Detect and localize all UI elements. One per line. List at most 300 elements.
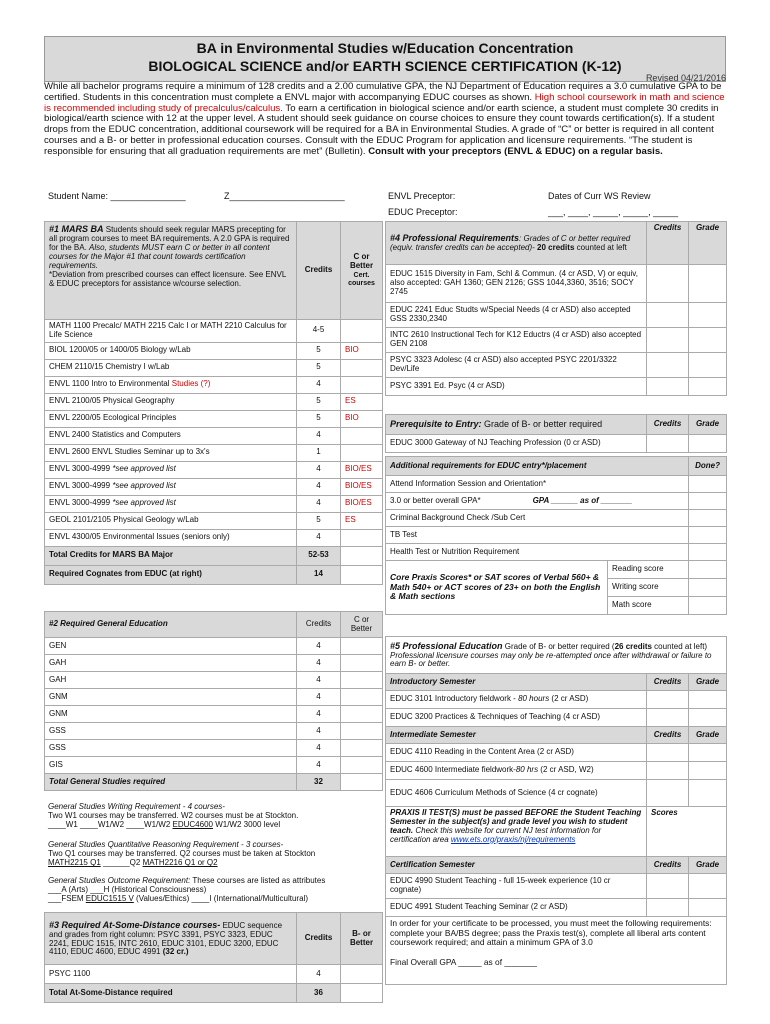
mars-cert-cell[interactable] bbox=[341, 359, 383, 376]
prereq-row bbox=[386, 435, 727, 453]
praxis2-scores[interactable]: Scores bbox=[647, 807, 727, 857]
grade-cell[interactable] bbox=[689, 709, 727, 727]
credits-cell[interactable] bbox=[647, 762, 689, 780]
course-educ4990: EDUC 4990 Student Teaching - full 15-week experience (10 cr cognate) bbox=[386, 874, 647, 899]
grade-cell[interactable] bbox=[689, 874, 727, 899]
writing-educ-course: EDUC4600 bbox=[172, 820, 213, 830]
intro-red-text: High school coursework in math and science is recommended including study of precalculus/calculus. bbox=[44, 91, 725, 114]
prof-course-row bbox=[386, 378, 727, 396]
course-note: *see approved list bbox=[112, 498, 176, 508]
prereq-col-grade: Grade bbox=[689, 415, 727, 435]
mars-course-row bbox=[45, 410, 383, 427]
gen-total-value: 32 bbox=[297, 774, 341, 791]
course-row bbox=[386, 691, 727, 709]
course-educ4600 bbox=[386, 762, 647, 780]
final-gpa[interactable]: Final Overall GPA _____ as of _______ bbox=[390, 956, 537, 967]
mars-ba-table bbox=[44, 221, 383, 585]
educ-preceptor-label: EDUC Preceptor: bbox=[388, 207, 458, 217]
intro-sem-title: Introductory Semester bbox=[386, 674, 647, 691]
gen-grade-cell[interactable] bbox=[341, 689, 383, 706]
course-name: MATH 1100 Precalc/ MATH 2215 Calc I or MATH 2210 Calculus for Life Science bbox=[49, 321, 287, 339]
mars-credits: 5 bbox=[297, 512, 341, 529]
praxis2-row bbox=[386, 807, 727, 857]
mars-course bbox=[45, 342, 297, 359]
asd-course: PSYC 1100 bbox=[45, 965, 297, 984]
final-note: In order for your certificate to be processed, you must meet the following requirements: complete your BA/BS degree; pass the Praxis test(s), complete all liberal arts content coursework required; and attain a minimum GPA of 3.0 bbox=[390, 918, 712, 948]
credits-cell[interactable] bbox=[647, 874, 689, 899]
course-credits: (2 cr ASD) bbox=[549, 694, 589, 704]
course-hours: 80 hrs bbox=[515, 765, 539, 775]
prof-credits-cell[interactable] bbox=[647, 353, 689, 378]
outcome-educ-course: EDUC1515 V bbox=[85, 894, 134, 904]
gen-credits: 4 bbox=[297, 689, 341, 706]
asd-row bbox=[45, 965, 383, 984]
mars-course bbox=[45, 410, 297, 427]
writing-blanks[interactable]: ____W1 ____W1/W2 ____W1/W2 bbox=[48, 820, 173, 830]
prereq-grade-cell[interactable] bbox=[689, 435, 727, 453]
prof-course-row bbox=[386, 328, 727, 353]
prof-grade-cell[interactable] bbox=[689, 378, 727, 396]
gen-course-row bbox=[45, 672, 383, 689]
dates-review-label: Dates of Curr WS Review bbox=[548, 191, 651, 201]
course-name: ENVL 2400 Statistics and Computers bbox=[49, 430, 181, 440]
mars-cert-cell[interactable]: BIO/ES bbox=[341, 461, 383, 478]
prof-col-grade: Grade bbox=[689, 222, 727, 265]
prof-credits-cell[interactable] bbox=[647, 303, 689, 328]
grade-cell[interactable] bbox=[689, 899, 727, 917]
prof-title-end: counted at left bbox=[574, 243, 627, 252]
math-done-cell[interactable] bbox=[689, 597, 727, 615]
mars-header-row bbox=[45, 222, 383, 320]
mars-desc: Students should seek regular MARS precepting for all program courses to meet BA requirements. A 2.0 GPA is required for the BA. bbox=[49, 225, 290, 252]
mars-desc-italic: Also, students MUST earn C or better in all content courses for the Major #1 that count towards certification requirements. bbox=[49, 242, 270, 270]
mars-credits: 5 bbox=[297, 342, 341, 359]
additional-item: Health Test or Nutrition Requirement bbox=[386, 544, 689, 561]
inter-col-grade: Grade bbox=[689, 727, 727, 744]
quant-body: Two Q1 courses may be transferred. Q2 courses must be taken at Stockton bbox=[48, 849, 316, 859]
mars-course bbox=[45, 512, 297, 529]
prof-course: PSYC 3323 Adolesc (4 cr ASD) also accepted PSYC 2201/3322 Dev/Life bbox=[386, 353, 647, 378]
gpa-req-label: 3.0 or better overall GPA* bbox=[390, 495, 481, 505]
writing-score[interactable]: Writing score bbox=[608, 579, 689, 597]
mars-course bbox=[45, 393, 297, 410]
mars-total-label: Total Credits for MARS BA Major bbox=[45, 546, 297, 565]
final-note-cell bbox=[386, 917, 727, 985]
course-educ3200: EDUC 3200 Practices & Techniques of Teaching (4 cr ASD) bbox=[386, 709, 647, 727]
intro-sem-header bbox=[386, 674, 727, 691]
additional-item: Attend Information Session and Orientation* bbox=[386, 476, 689, 493]
additional-item bbox=[386, 493, 689, 510]
mars-cert-cell[interactable]: BIO bbox=[341, 410, 383, 427]
prof5-title-bold: 26 credits bbox=[614, 641, 652, 651]
prereq-title-rest: Grade of B- or better required bbox=[481, 419, 603, 430]
prereq-header-row bbox=[386, 415, 727, 435]
mars-course-row bbox=[45, 495, 383, 512]
page-title: BA in Environmental Studies w/Education Concentration bbox=[196, 40, 574, 56]
praxis2-body: Check this website for current NJ test information for certification area bbox=[390, 825, 602, 844]
intro-bold-text: Consult with your preceptors (ENVL & EDUC) on a regular basis. bbox=[368, 145, 663, 157]
credits-cell[interactable] bbox=[647, 780, 689, 807]
intro-col-credits: Credits bbox=[647, 674, 689, 691]
mars-credits: 4 bbox=[297, 376, 341, 393]
gen-course-row bbox=[45, 638, 383, 655]
asd-col-credits: Credits bbox=[297, 913, 341, 965]
additional-title: Additional requirements for EDUC entry*/placement bbox=[386, 457, 689, 476]
gen-course: GNM bbox=[45, 689, 297, 706]
course-row bbox=[386, 874, 727, 899]
prof-course-row bbox=[386, 265, 727, 303]
mars-credits: 4-5 bbox=[297, 320, 341, 343]
course-educ4991: EDUC 4991 Student Teaching Seminar (2 cr ASD) bbox=[386, 899, 647, 917]
prof-credits-cell[interactable] bbox=[647, 378, 689, 396]
prof-title-rest: : Grades of C or better required (equiv. transfer credits can be accepted)- bbox=[390, 234, 631, 252]
prof-title: #4 Professional Requirements bbox=[390, 233, 520, 244]
course-name: BIOL 1200/05 or 1400/05 Biology w/Lab bbox=[49, 345, 191, 355]
asd-total-blank bbox=[341, 984, 383, 1003]
outcome-requirement bbox=[48, 876, 382, 904]
gen-col-cbetter: C or Better bbox=[341, 612, 383, 638]
asd-credits: 4 bbox=[297, 965, 341, 984]
prereq-credits-cell[interactable] bbox=[647, 435, 689, 453]
mars-course-row bbox=[45, 427, 383, 444]
prof-description bbox=[386, 222, 647, 265]
done-cell[interactable] bbox=[689, 493, 727, 510]
mars-total-blank bbox=[341, 546, 383, 565]
mars-description bbox=[45, 222, 297, 320]
prereq-table bbox=[385, 414, 727, 453]
prof-grade-cell[interactable] bbox=[689, 303, 727, 328]
mars-credits: 4 bbox=[297, 427, 341, 444]
done-cell[interactable] bbox=[689, 527, 727, 544]
mars-col-cbetter bbox=[341, 222, 383, 320]
mars-course-row bbox=[45, 359, 383, 376]
mars-course-row bbox=[45, 393, 383, 410]
grade-cell[interactable] bbox=[689, 762, 727, 780]
mars-course bbox=[45, 359, 297, 376]
mars-credits: 4 bbox=[297, 529, 341, 546]
mars-course bbox=[45, 427, 297, 444]
grade-cell[interactable] bbox=[689, 691, 727, 709]
outcome-fsem[interactable]: ___FSEM bbox=[48, 894, 86, 904]
revised-date: Revised 04/21/2016 bbox=[645, 73, 726, 83]
course-name: CHEM 2110/15 Chemistry I w/Lab bbox=[49, 362, 170, 372]
gen-title: #2 Required General Education bbox=[45, 612, 297, 638]
gen-course-row bbox=[45, 740, 383, 757]
prof-grade-cell[interactable] bbox=[689, 353, 727, 378]
gen-total-row bbox=[45, 774, 383, 791]
mars-cert-cell[interactable] bbox=[341, 529, 383, 546]
course-name: ENVL 4300/05 Environmental Issues (seniors only) bbox=[49, 532, 230, 542]
credits-cell[interactable] bbox=[647, 709, 689, 727]
mars-cert-cell[interactable]: ES bbox=[341, 393, 383, 410]
gen-ed-table bbox=[44, 611, 383, 791]
prof5-desc-row bbox=[386, 637, 727, 674]
prof-course: PSYC 3391 Ed. Psyc (4 cr ASD) bbox=[386, 378, 647, 396]
mars-course-row bbox=[45, 478, 383, 495]
gen-total-blank bbox=[341, 774, 383, 791]
mars-cert-cell[interactable] bbox=[341, 376, 383, 393]
prof-grade-cell[interactable] bbox=[689, 265, 727, 303]
prof-ed-table bbox=[385, 636, 727, 985]
prereq-title: Prerequisite to Entry: bbox=[390, 419, 482, 430]
mars-credits: 5 bbox=[297, 410, 341, 427]
mars-course-row bbox=[45, 342, 383, 359]
math-score[interactable]: Math score bbox=[608, 597, 689, 615]
quant-q2-blank[interactable]: ______Q2 bbox=[100, 858, 143, 868]
gen-header-row bbox=[45, 612, 383, 638]
course-hours: 80 hours bbox=[518, 694, 550, 704]
course-note: *see approved list bbox=[112, 481, 176, 491]
mars-cognates-blank bbox=[341, 565, 383, 584]
asd-desc: sequence and grades from right column: PSYC 3391, PSYC 3323, EDUC 2241, EDUC 1515, INTC 2610, EDUC 3101, EDUC 3200, EDUC 4110, EDUC 4600, EDUC 4991 bbox=[49, 920, 283, 957]
asd-title: #3 Required At-Some-Distance courses- bbox=[49, 919, 221, 930]
praxis2-cell bbox=[386, 807, 647, 857]
mars-cognates-value: 14 bbox=[297, 565, 341, 584]
praxis-core-row bbox=[386, 561, 727, 579]
prof5-title-rest: Grade of B- or better required ( bbox=[502, 641, 615, 651]
additional-row bbox=[386, 476, 727, 493]
credits-cell[interactable] bbox=[647, 744, 689, 762]
quant-title: General Studies Quantitative Reasoning Requirement - 3 courses- bbox=[48, 840, 284, 849]
mars-total-row bbox=[45, 546, 383, 565]
asd-description bbox=[45, 913, 297, 965]
title-box bbox=[44, 36, 726, 82]
done-cell[interactable] bbox=[689, 476, 727, 493]
prof-title-bold: 20 credits bbox=[537, 243, 575, 252]
envl-preceptor-label: ENVL Preceptor: bbox=[388, 191, 456, 201]
course-name: ENVL 3000-4999 bbox=[49, 464, 113, 474]
mars-cert-label: Cert. courses bbox=[348, 271, 375, 288]
quant-math2: MATH2216 Q1 or Q2 bbox=[142, 858, 218, 868]
mars-course bbox=[45, 529, 297, 546]
gpa-blank[interactable]: GPA ______ as of _______ bbox=[532, 495, 633, 505]
mars-course-row bbox=[45, 529, 383, 546]
dates-review-blanks[interactable]: ___, ____, _____, _____, _____ bbox=[548, 207, 679, 217]
mars-course-row bbox=[45, 512, 383, 529]
gen-course-row bbox=[45, 706, 383, 723]
gen-credits: 4 bbox=[297, 672, 341, 689]
additional-header-row bbox=[386, 457, 727, 476]
gen-credits: 4 bbox=[297, 706, 341, 723]
mars-cert-cell[interactable] bbox=[341, 427, 383, 444]
done-cell[interactable] bbox=[689, 510, 727, 527]
gen-course: GEN bbox=[45, 638, 297, 655]
gen-course-row bbox=[45, 655, 383, 672]
course-name-red: Studies (?) bbox=[171, 379, 211, 389]
inter-col-credits: Credits bbox=[647, 727, 689, 744]
outcome-title: General Studies Outcome Requirement: bbox=[48, 876, 191, 885]
prereq-course: EDUC 3000 Gateway of NJ Teaching Profession (0 cr ASD) bbox=[386, 435, 647, 453]
reading-done-cell[interactable] bbox=[689, 561, 727, 579]
prof-credits-cell[interactable] bbox=[647, 328, 689, 353]
prof-credits-cell[interactable] bbox=[647, 265, 689, 303]
inter-sem-header bbox=[386, 727, 727, 744]
mars-course-row bbox=[45, 320, 383, 343]
outcome-body: These courses are listed as attributes bbox=[190, 876, 326, 885]
additional-row bbox=[386, 493, 727, 510]
prereq-col-credits: Credits bbox=[647, 415, 689, 435]
writing-requirement bbox=[48, 802, 382, 830]
prof-course: EDUC 1515 Diversity in Fam, Schl & Commun. (4 cr ASD, V) or equiv, also accepted: GAH 1360; GEN 2126; GSS 1044,3360, 3516; SOCY 2745 bbox=[386, 265, 647, 303]
credits-cell[interactable] bbox=[647, 691, 689, 709]
gen-grade-cell[interactable] bbox=[341, 655, 383, 672]
mars-course bbox=[45, 444, 297, 461]
praxis2-title: PRAXIS II TEST(S) must be passed BEFORE the Student Teaching Semester in the subject(s) and grade level you wish to student teach. bbox=[390, 808, 642, 835]
course-row bbox=[386, 744, 727, 762]
reading-score[interactable]: Reading score bbox=[608, 561, 689, 579]
course-credits: (2 cr ASD, W2) bbox=[538, 765, 594, 775]
mars-credits: 5 bbox=[297, 359, 341, 376]
course-name: ENVL 2200/05 Ecological Principles bbox=[49, 413, 177, 423]
mars-course bbox=[45, 495, 297, 512]
course-name: ENVL 2100/05 Physical Geography bbox=[49, 396, 175, 406]
additional-item: TB Test bbox=[386, 527, 689, 544]
asd-total-value: 36 bbox=[297, 984, 341, 1003]
prof-col-credits: Credits bbox=[647, 222, 689, 265]
gen-course: GNM bbox=[45, 706, 297, 723]
gen-credits: 4 bbox=[297, 740, 341, 757]
mars-credits: 1 bbox=[297, 444, 341, 461]
additional-row bbox=[386, 544, 727, 561]
course-row bbox=[386, 762, 727, 780]
asd-header-row bbox=[45, 913, 383, 965]
course-text: EDUC 4600 Intermediate fieldwork- bbox=[390, 765, 516, 775]
course-name: ENVL 2600 ENVL Studies Seminar up to 3x's bbox=[49, 447, 210, 457]
course-name: ENVL 3000-4999 bbox=[49, 498, 113, 508]
gen-credits: 4 bbox=[297, 723, 341, 740]
mars-cert-cell[interactable]: BIO/ES bbox=[341, 478, 383, 495]
gen-course-row bbox=[45, 689, 383, 706]
prof-grade-cell[interactable] bbox=[689, 328, 727, 353]
gen-grade-cell[interactable] bbox=[341, 740, 383, 757]
prof5-title: #5 Professional Education bbox=[390, 640, 503, 651]
mars-title: #1 MARS BA bbox=[49, 224, 104, 234]
mars-cert-cell[interactable]: BIO/ES bbox=[341, 495, 383, 512]
cert-col-grade: Grade bbox=[689, 857, 727, 874]
writing-title: General Studies Writing Requirement - 4 courses- bbox=[48, 802, 225, 811]
course-row bbox=[386, 709, 727, 727]
final-note-row bbox=[386, 917, 727, 985]
praxis2-link[interactable]: www.ets.org/praxis/nj/requirements bbox=[450, 834, 576, 844]
asd-col-bbetter: B- or Better bbox=[341, 913, 383, 965]
asd-total-row bbox=[45, 984, 383, 1003]
mars-course-row bbox=[45, 461, 383, 478]
course-row bbox=[386, 780, 727, 807]
mars-cert-cell[interactable] bbox=[341, 320, 383, 343]
gen-grade-cell[interactable] bbox=[341, 638, 383, 655]
writing-done-cell[interactable] bbox=[689, 579, 727, 597]
inter-sem-title: Intermediate Semester bbox=[386, 727, 647, 744]
prof5-description bbox=[386, 637, 727, 674]
gen-col-credits: Credits bbox=[297, 612, 341, 638]
mars-credits: 4 bbox=[297, 461, 341, 478]
prof-course-row bbox=[386, 303, 727, 328]
mars-course bbox=[45, 320, 297, 343]
mars-cert-cell[interactable]: ES bbox=[341, 512, 383, 529]
done-cell[interactable] bbox=[689, 544, 727, 561]
prof-course-row bbox=[386, 353, 727, 378]
mars-col-credits: Credits bbox=[297, 222, 341, 320]
additional-item: Criminal Background Check /Sub Cert bbox=[386, 510, 689, 527]
z-number-field[interactable]: Z_______________________ bbox=[224, 191, 345, 201]
gen-course: GAH bbox=[45, 655, 297, 672]
intro-paragraph bbox=[44, 82, 726, 158]
gen-course-row bbox=[45, 723, 383, 740]
outcome-line2[interactable]: (Values/Ethics) ____I (International/Multicultural) bbox=[133, 894, 308, 904]
quant-requirement bbox=[48, 840, 382, 868]
prereq-title-cell bbox=[386, 415, 647, 435]
course-educ4606: EDUC 4606 Curriculum Methods of Science (4 cr cognate) bbox=[386, 780, 647, 807]
writing-body: Two W1 courses may be transferred. W2 courses must be at Stockton. bbox=[48, 811, 299, 821]
gen-grade-cell[interactable] bbox=[341, 672, 383, 689]
gen-course: GIS bbox=[45, 757, 297, 774]
mars-course bbox=[45, 461, 297, 478]
mars-total-value: 52-53 bbox=[297, 546, 341, 565]
gen-grade-cell[interactable] bbox=[341, 706, 383, 723]
course-educ3101 bbox=[386, 691, 647, 709]
student-name-field[interactable]: Student Name: _______________ bbox=[48, 191, 186, 201]
asd-title-tail: EDUC bbox=[220, 920, 246, 930]
course-text: EDUC 3101 Introductory fieldwork - bbox=[390, 694, 519, 704]
prof-req-table bbox=[385, 221, 727, 396]
prof-header-row bbox=[386, 222, 727, 265]
prof5-title-end: counted at left) bbox=[651, 641, 708, 651]
gen-credits: 4 bbox=[297, 655, 341, 672]
mars-deviation-note: *Deviation from prescribed courses can effect licensure. See ENVL & EDUC preceptors for assistance w/course selection. bbox=[49, 269, 287, 288]
course-row bbox=[386, 899, 727, 917]
quant-math1: MATH2215 Q1 bbox=[48, 858, 101, 868]
intro-col-grade: Grade bbox=[689, 674, 727, 691]
course-name: GEOL 2101/2105 Physical Geology w/Lab bbox=[49, 515, 199, 525]
mars-course-row bbox=[45, 444, 383, 461]
gen-credits: 4 bbox=[297, 638, 341, 655]
gen-grade-cell[interactable] bbox=[341, 757, 383, 774]
asd-total-label: Total At-Some-Distance required bbox=[45, 984, 297, 1003]
grade-cell[interactable] bbox=[689, 744, 727, 762]
mars-course bbox=[45, 478, 297, 495]
gen-credits: 4 bbox=[297, 757, 341, 774]
mars-cognates-row bbox=[45, 565, 383, 584]
praxis-core-label: Core Praxis Scores* or SAT scores of Verbal 560+ & Math 540+ or ACT scores of 23+ on both the English & Math sections bbox=[386, 561, 608, 615]
mars-cert-cell[interactable] bbox=[341, 444, 383, 461]
additional-req-table bbox=[385, 456, 727, 615]
prof-course: INTC 2610 Instructional Tech for K12 Eductrs (4 cr ASD) also accepted GEN 2108 bbox=[386, 328, 647, 353]
mars-credits: 5 bbox=[297, 393, 341, 410]
intro-text-1: While all bachelor programs require a minimum of 128 credits and a 2.00 cumulative GPA, the NJ Department of Education requires a 3.0 cumulative GPA to be certified. Students in this concentration must complete a ENVL major with accompanying EDUC courses as shown. bbox=[44, 81, 722, 103]
course-name: ENVL 1100 Intro to Environmental bbox=[49, 379, 172, 389]
mars-course-row bbox=[45, 376, 383, 393]
prof5-title-ital: Professional licensure courses may only be re-attempted once after withdrawal or failure to earn B- or better. bbox=[390, 650, 712, 669]
gen-total-label: Total General Studies required bbox=[45, 774, 297, 791]
cert-sem-header bbox=[386, 857, 727, 874]
gen-grade-cell[interactable] bbox=[341, 723, 383, 740]
mars-cert-cell[interactable]: BIO bbox=[341, 342, 383, 359]
grade-cell[interactable] bbox=[689, 780, 727, 807]
mars-cognates-label: Required Cognates from EDUC (at right) bbox=[45, 565, 297, 584]
course-educ4110: EDUC 4110 Reading in the Content Area (2 cr ASD) bbox=[386, 744, 647, 762]
cert-col-credits: Credits bbox=[647, 857, 689, 874]
mars-course bbox=[45, 376, 297, 393]
page-subtitle: BIOLOGICAL SCIENCE and/or EARTH SCIENCE CERTIFICATION (K-12) bbox=[148, 57, 622, 74]
course-note: *see approved list bbox=[112, 464, 176, 474]
asd-grade-cell[interactable] bbox=[341, 965, 383, 984]
cert-sem-title: Certification Semester bbox=[386, 857, 647, 874]
writing-level: W1/W2 3000 level bbox=[212, 820, 281, 830]
asd-table bbox=[44, 912, 383, 1003]
credits-cell[interactable] bbox=[647, 899, 689, 917]
mars-credits: 4 bbox=[297, 478, 341, 495]
outcome-line1[interactable]: ___A (Arts) ___H (Historical Consciousness) bbox=[48, 885, 207, 895]
